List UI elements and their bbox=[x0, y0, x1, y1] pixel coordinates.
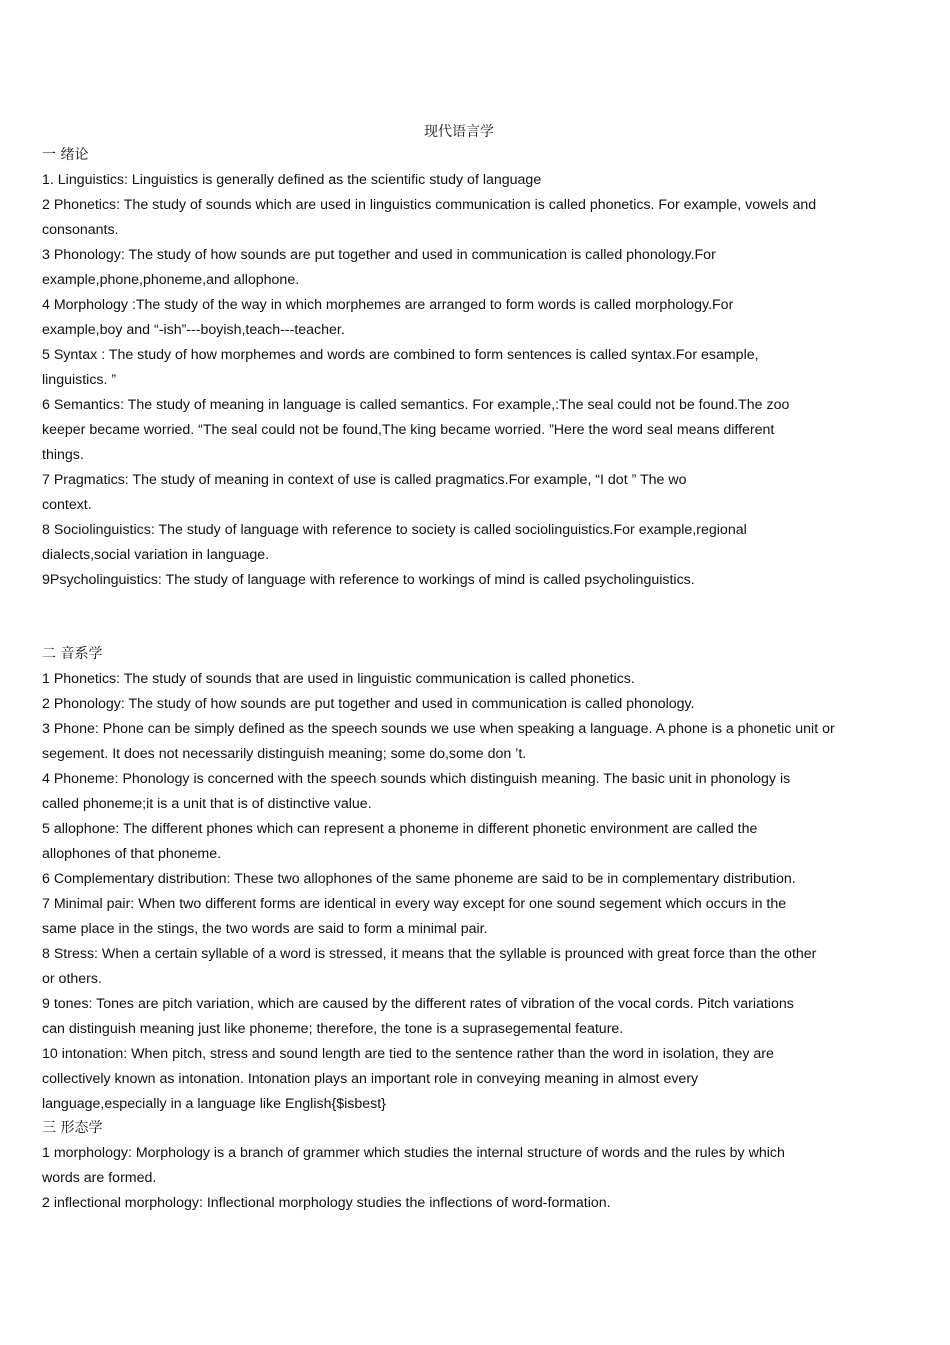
text-line: called phoneme;it is a unit that is of distinctive value. bbox=[42, 796, 372, 812]
text-line: context. bbox=[42, 497, 92, 513]
text-line: example,phone,phoneme,and allophone. bbox=[42, 272, 300, 288]
text-line: 2 Phonology: The study of how sounds are put together and used in communication is called phonology. bbox=[42, 696, 695, 712]
text-line: 8 Sociolinguistics: The study of language with reference to society is called sociolinguistics.For example,regional bbox=[42, 522, 747, 538]
section-heading-intro: 一 绪论 bbox=[42, 147, 89, 163]
section-body-phonology bbox=[42, 667, 878, 1117]
text-line: things. bbox=[42, 447, 84, 463]
text-line: words are formed. bbox=[42, 1170, 157, 1186]
text-line: example,boy and “-ish”---boyish,teach---teacher. bbox=[42, 322, 345, 338]
text-line: 1. Linguistics: Linguistics is generally defined as the scientific study of language bbox=[42, 172, 542, 188]
text-line: 7 Minimal pair: When two different forms are identical in every way except for one sound segement which occurs in the bbox=[42, 896, 787, 912]
text-line: can distinguish meaning just like phoneme; therefore, the tone is a suprasegemental feature. bbox=[42, 1021, 624, 1037]
text-line: 10 intonation: When pitch, stress and sound length are tied to the sentence rather than the word in isolation, they are bbox=[42, 1046, 774, 1062]
text-line: allophones of that phoneme. bbox=[42, 846, 222, 862]
text-line: segement. It does not necessarily distinguish meaning; some do,some don ’t. bbox=[42, 746, 527, 762]
text-line: 3 Phonology: The study of how sounds are put together and used in communication is called phonology.For bbox=[42, 247, 716, 263]
text-line: 3 Phone: Phone can be simply defined as the speech sounds we use when speaking a language. A phone is a phonetic unit or bbox=[42, 721, 835, 737]
text-line: consonants. bbox=[42, 222, 119, 238]
text-line: 8 Stress: When a certain syllable of a word is stressed, it means that the syllable is prounced with great force than the other bbox=[42, 946, 817, 962]
text-line: 1 morphology: Morphology is a branch of grammer which studies the internal structure of words and the rules by which bbox=[42, 1145, 785, 1161]
text-line: 6 Complementary distribution: These two allophones of the same phoneme are said to be in complementary distribution. bbox=[42, 871, 796, 887]
text-line: language,especially in a language like English{$isbest} bbox=[42, 1096, 386, 1112]
document-title: 现代语言学 bbox=[424, 124, 494, 140]
section-heading-phonology: 二 音系学 bbox=[42, 646, 103, 662]
text-line: 9Psycholinguistics: The study of language with reference to workings of mind is called psycholinguistics. bbox=[42, 572, 695, 588]
text-line: 4 Phoneme: Phonology is concerned with the speech sounds which distinguish meaning. The basic unit in phonology is bbox=[42, 771, 791, 787]
text-line: or others. bbox=[42, 971, 102, 987]
section-heading-morphology: 三 形态学 bbox=[42, 1120, 103, 1136]
text-line: 5 Syntax : The study of how morphemes and words are combined to form sentences is called syntax.For esample, bbox=[42, 347, 759, 363]
text-line: same place in the stings, the two words are said to form a minimal pair. bbox=[42, 921, 488, 937]
text-line: collectively known as intonation. Intonation plays an important role in conveying meaning in almost every bbox=[42, 1071, 699, 1087]
text-line: 6 Semantics: The study of meaning in language is called semantics. For example,:The seal could not be found.The zoo bbox=[42, 397, 790, 413]
text-line: 7 Pragmatics: The study of meaning in context of use is called pragmatics.For example, “I dot ” The wo bbox=[42, 472, 687, 488]
text-line: 1 Phonetics: The study of sounds that are used in linguistic communication is called phonetics. bbox=[42, 671, 635, 687]
text-line: 2 Phonetics: The study of sounds which are used in linguistics communication is called phonetics. For example, vowels and bbox=[42, 197, 817, 213]
section-body-morphology bbox=[42, 1141, 878, 1216]
text-line: keeper became worried. “The seal could not be found,The king became worried. ”Here the word seal means different bbox=[42, 422, 775, 438]
text-line: dialects,social variation in language. bbox=[42, 547, 270, 563]
section-body-intro bbox=[42, 168, 878, 593]
text-line: 5 allophone: The different phones which can represent a phoneme in different phonetic environment are called the bbox=[42, 821, 758, 837]
text-line: 9 tones: Tones are pitch variation, which are caused by the different rates of vibration of the vocal cords. Pitch variations bbox=[42, 996, 794, 1012]
text-line: linguistics. ” bbox=[42, 372, 117, 388]
text-line: 4 Morphology :The study of the way in which morphemes are arranged to form words is called morphology.For bbox=[42, 297, 734, 313]
text-line: 2 inflectional morphology: Inflectional morphology studies the inflections of word-formation. bbox=[42, 1195, 611, 1211]
